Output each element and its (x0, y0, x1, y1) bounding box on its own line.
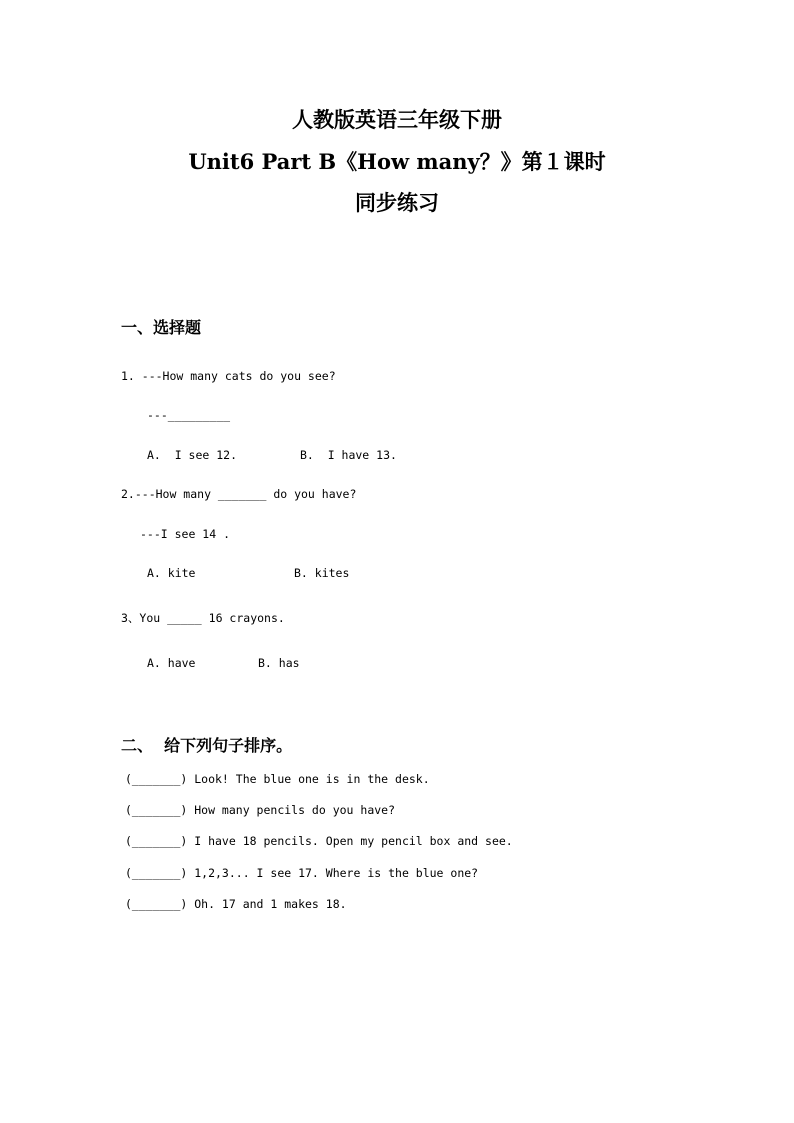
question-2-prompt: 2.---How many _______ do you have? (121, 487, 357, 501)
ordering-item-3: (_______) I have 18 pencils. Open my pencil box and see. (125, 834, 513, 848)
document-title-line2: Unit6 Part B《How many？》第１课时 (188, 149, 606, 174)
ordering-item-1: (_______) Look! The blue one is in the desk. (125, 772, 430, 786)
question-3-option-b: B. has (258, 656, 300, 670)
section-1-heading: 一、选择题 (121, 318, 202, 337)
question-3-option-a: A. have (147, 656, 196, 670)
question-1-answer-line: ---_________ (147, 408, 231, 422)
ordering-item-4: (_______) 1,2,3... I see 17. Where is the blue one? (125, 866, 479, 880)
question-1-option-b: B. I have 13. (300, 448, 397, 462)
document-title-line3: 同步练习 (355, 190, 439, 215)
question-3-prompt: 3、You _____ 16 crayons. (121, 611, 285, 625)
section-2-heading: 二、 给下列句子排序。 (121, 736, 293, 755)
document-title-line1: 人教版英语三年级下册 (292, 107, 502, 132)
ordering-item-5: (_______) Oh. 17 and 1 makes 18. (125, 897, 347, 911)
question-2-option-a: A. kite (147, 566, 196, 580)
ordering-item-2: (_______) How many pencils do you have? (125, 803, 396, 817)
question-1-option-a: A. I see 12. (147, 448, 238, 462)
question-2-option-b: B. kites (294, 566, 350, 580)
question-2-answer-line: ---I see 14 . (140, 527, 231, 541)
question-1-prompt: 1. ---How many cats do you see? (121, 369, 336, 383)
